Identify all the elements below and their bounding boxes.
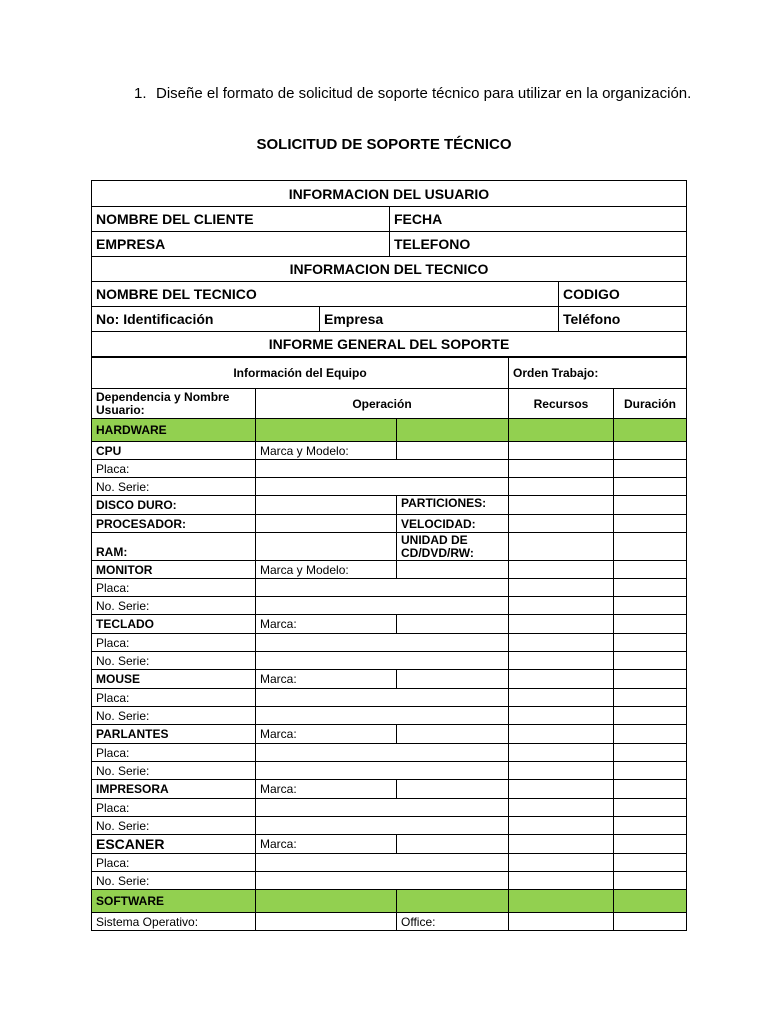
speakers-serial-field[interactable]: No. Serie:: [92, 762, 256, 780]
date-field[interactable]: FECHA: [390, 207, 687, 232]
cell[interactable]: [614, 597, 687, 615]
cell[interactable]: [614, 496, 687, 515]
cell[interactable]: [397, 419, 509, 442]
phone-field[interactable]: TELEFONO: [390, 232, 687, 257]
hardware-section-label: HARDWARE: [92, 419, 256, 442]
intro-number: 1.: [134, 85, 147, 102]
office-field[interactable]: Office:: [397, 913, 509, 931]
cell[interactable]: [509, 496, 614, 515]
cell[interactable]: [509, 652, 614, 670]
cell[interactable]: [256, 533, 397, 561]
cell[interactable]: [509, 561, 614, 579]
cell[interactable]: [614, 478, 687, 496]
cell[interactable]: [509, 670, 614, 689]
cell[interactable]: [509, 780, 614, 799]
cell[interactable]: [256, 744, 509, 762]
cell[interactable]: [614, 419, 687, 442]
intro-text: Diseñe el formato de solicitud de soporte técnico para utilizar en la organización.: [156, 85, 692, 102]
cell[interactable]: [509, 634, 614, 652]
cell[interactable]: [256, 817, 509, 835]
cell[interactable]: [256, 515, 397, 533]
printer-plate-field[interactable]: Placa:: [92, 799, 256, 817]
cell[interactable]: [614, 442, 687, 460]
cell[interactable]: [614, 460, 687, 478]
cell[interactable]: [509, 689, 614, 707]
cell[interactable]: [509, 515, 614, 533]
cell[interactable]: [256, 707, 509, 725]
cell[interactable]: [509, 890, 614, 913]
user-info-header: INFORMACION DEL USUARIO: [92, 181, 687, 207]
scanner-label: ESCANER: [92, 835, 256, 854]
hard-disk-field[interactable]: DISCO DURO:: [92, 496, 256, 515]
company-field[interactable]: EMPRESA: [92, 232, 390, 257]
mouse-serial-field[interactable]: No. Serie:: [92, 707, 256, 725]
cell[interactable]: [256, 652, 509, 670]
cell[interactable]: [256, 460, 509, 478]
cell[interactable]: [397, 780, 509, 799]
cell[interactable]: [509, 762, 614, 780]
scanner-brand-field[interactable]: Marca:: [256, 835, 397, 854]
cell[interactable]: [614, 725, 687, 744]
cell[interactable]: [614, 634, 687, 652]
cell[interactable]: [256, 872, 509, 890]
software-section-label: SOFTWARE: [92, 890, 256, 913]
cpu-plate-field[interactable]: Placa:: [92, 460, 256, 478]
cell[interactable]: [256, 478, 509, 496]
cell[interactable]: [509, 835, 614, 854]
tech-phone-field[interactable]: Teléfono: [559, 307, 687, 332]
cell[interactable]: [256, 579, 509, 597]
cell[interactable]: [509, 707, 614, 725]
cell[interactable]: [509, 597, 614, 615]
tech-company-field[interactable]: Empresa: [320, 307, 559, 332]
monitor-brand-model-field[interactable]: Marca y Modelo:: [256, 561, 397, 579]
cell[interactable]: [614, 689, 687, 707]
cell[interactable]: [614, 817, 687, 835]
cell[interactable]: [397, 561, 509, 579]
scanner-serial-field[interactable]: No. Serie:: [92, 872, 256, 890]
cell[interactable]: [256, 799, 509, 817]
cell[interactable]: [509, 913, 614, 931]
printer-serial-field[interactable]: No. Serie:: [92, 817, 256, 835]
id-number-field[interactable]: No: Identificación: [92, 307, 320, 332]
cell[interactable]: [509, 579, 614, 597]
speakers-brand-field[interactable]: Marca:: [256, 725, 397, 744]
cell[interactable]: [509, 744, 614, 762]
cell[interactable]: [397, 890, 509, 913]
intro-instruction: [134, 85, 694, 103]
cell[interactable]: [614, 707, 687, 725]
cpu-serial-field[interactable]: No. Serie:: [92, 478, 256, 496]
equipment-table: [91, 357, 687, 931]
cell[interactable]: [256, 634, 509, 652]
os-field[interactable]: Sistema Operativo:: [92, 913, 256, 931]
cell[interactable]: [614, 854, 687, 872]
report-header: INFORME GENERAL DEL SOPORTE: [92, 332, 687, 357]
cell[interactable]: [397, 670, 509, 689]
monitor-label: MONITOR: [92, 561, 256, 579]
printer-brand-field[interactable]: Marca:: [256, 780, 397, 799]
speed-field[interactable]: VELOCIDAD:: [397, 515, 509, 533]
cell[interactable]: [509, 442, 614, 460]
cell[interactable]: [256, 496, 397, 515]
document-title: SOLICITUD DE SOPORTE TÉCNICO: [256, 136, 512, 153]
cell[interactable]: [614, 615, 687, 634]
client-name-field[interactable]: NOMBRE DEL CLIENTE: [92, 207, 390, 232]
printer-label: IMPRESORA: [92, 780, 256, 799]
cell[interactable]: [256, 597, 509, 615]
speakers-plate-field[interactable]: Placa:: [92, 744, 256, 762]
drive-unit-field[interactable]: UNIDAD DE CD/DVD/RW:: [397, 533, 509, 561]
cell[interactable]: [509, 799, 614, 817]
cell[interactable]: [614, 835, 687, 854]
code-field[interactable]: CODIGO: [559, 282, 687, 307]
processor-field[interactable]: PROCESADOR:: [92, 515, 256, 533]
cell[interactable]: [397, 835, 509, 854]
cell[interactable]: [614, 670, 687, 689]
resources-header: Recursos: [509, 389, 614, 419]
operation-header: Operación: [256, 389, 509, 419]
cell[interactable]: [509, 478, 614, 496]
cell[interactable]: [509, 872, 614, 890]
ram-field[interactable]: RAM:: [92, 533, 256, 561]
cell[interactable]: [614, 913, 687, 931]
cell[interactable]: [397, 615, 509, 634]
cell[interactable]: [509, 533, 614, 561]
cell[interactable]: [509, 419, 614, 442]
cell[interactable]: [256, 854, 509, 872]
cell[interactable]: [256, 419, 397, 442]
partitions-field[interactable]: PARTICIONES:: [397, 496, 509, 515]
cell[interactable]: [614, 744, 687, 762]
cell[interactable]: [614, 533, 687, 561]
cell[interactable]: [397, 725, 509, 744]
cell[interactable]: [256, 762, 509, 780]
cell[interactable]: [614, 762, 687, 780]
cell[interactable]: [509, 615, 614, 634]
dependency-label: Dependencia y Nombre Usuario:: [92, 389, 256, 419]
cell[interactable]: [509, 854, 614, 872]
keyboard-plate-field[interactable]: Placa:: [92, 634, 256, 652]
keyboard-label: TECLADO: [92, 615, 256, 634]
monitor-plate-field[interactable]: Placa:: [92, 579, 256, 597]
cell[interactable]: [509, 460, 614, 478]
speakers-label: PARLANTES: [92, 725, 256, 744]
mouse-label: MOUSE: [92, 670, 256, 689]
cell[interactable]: [614, 515, 687, 533]
cell[interactable]: [614, 799, 687, 817]
work-order-field[interactable]: Orden Trabajo:: [509, 358, 687, 389]
cell[interactable]: [614, 561, 687, 579]
scanner-plate-field[interactable]: Placa:: [92, 854, 256, 872]
cell[interactable]: [256, 913, 397, 931]
tech-info-header: INFORMACION DEL TECNICO: [92, 257, 687, 282]
cell[interactable]: [256, 890, 397, 913]
keyboard-serial-field[interactable]: No. Serie:: [92, 652, 256, 670]
mouse-plate-field[interactable]: Placa:: [92, 689, 256, 707]
cell[interactable]: [614, 872, 687, 890]
tech-name-field[interactable]: NOMBRE DEL TECNICO: [92, 282, 559, 307]
duration-header: Duración: [614, 389, 687, 419]
cell[interactable]: [397, 442, 509, 460]
cpu-brand-model-field[interactable]: Marca y Modelo:: [256, 442, 397, 460]
cell[interactable]: [614, 652, 687, 670]
cell[interactable]: [614, 579, 687, 597]
info-table: [91, 180, 687, 357]
monitor-serial-field[interactable]: No. Serie:: [92, 597, 256, 615]
cell[interactable]: [614, 890, 687, 913]
equipment-info-label: Información del Equipo: [92, 358, 509, 389]
keyboard-brand-field[interactable]: Marca:: [256, 615, 397, 634]
cpu-label: CPU: [92, 442, 256, 460]
cell[interactable]: [614, 780, 687, 799]
cell[interactable]: [509, 817, 614, 835]
cell[interactable]: [509, 725, 614, 744]
mouse-brand-field[interactable]: Marca:: [256, 670, 397, 689]
cell[interactable]: [256, 689, 509, 707]
